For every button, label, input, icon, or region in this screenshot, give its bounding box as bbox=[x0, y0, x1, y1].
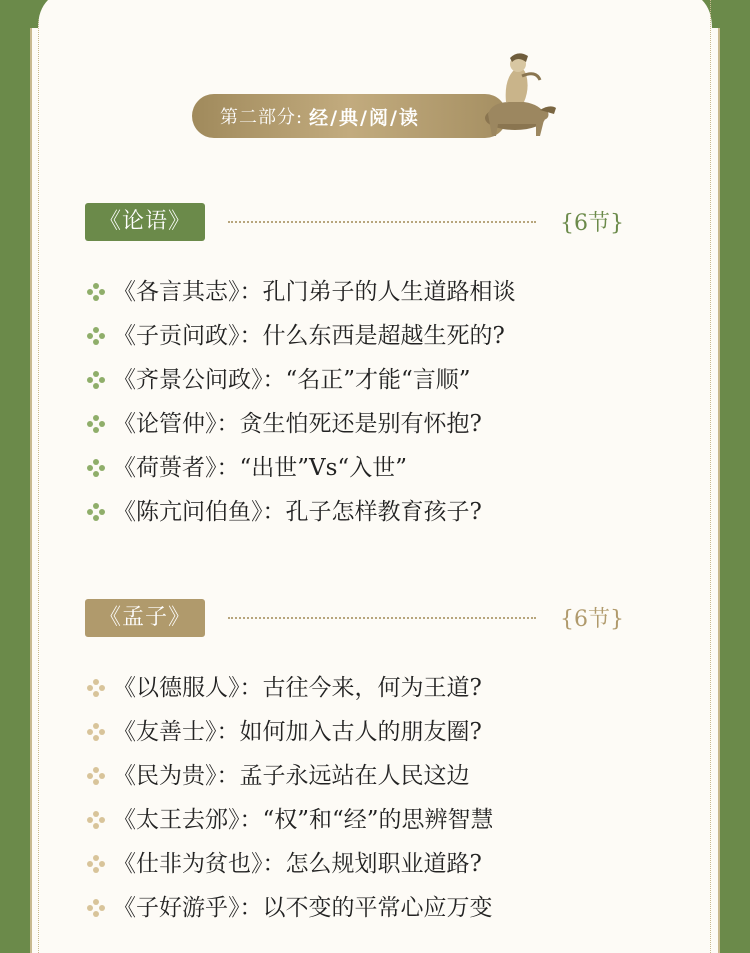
lesson-title: 《仕非为贫也》：怎么规划职业道路? bbox=[113, 851, 482, 877]
list-item[interactable] bbox=[85, 886, 494, 930]
corner-ornament-right bbox=[702, 0, 720, 28]
four-petal-flower-icon bbox=[85, 369, 107, 391]
list-item[interactable] bbox=[85, 842, 494, 886]
list-item[interactable] bbox=[85, 314, 516, 358]
list-item[interactable] bbox=[85, 798, 494, 842]
lesson-title: 《子贡问政》：什么东西是超越生死的? bbox=[113, 323, 505, 349]
dotted-divider bbox=[228, 221, 536, 223]
lesson-title: 《荷蒉者》：“出世”Vs“入世” bbox=[113, 455, 407, 481]
four-petal-flower-icon bbox=[85, 809, 107, 831]
list-item[interactable] bbox=[85, 666, 494, 710]
lesson-list-lunyu bbox=[85, 270, 516, 534]
part-label: 第二部分: bbox=[220, 107, 304, 128]
lesson-title: 《陈亢问伯鱼》：孔子怎样教育孩子? bbox=[113, 499, 482, 525]
list-item[interactable] bbox=[85, 710, 494, 754]
list-item[interactable] bbox=[85, 490, 516, 534]
dotted-divider bbox=[228, 617, 536, 619]
lesson-title: 《以德服人》：古往今来，何为王道? bbox=[113, 675, 482, 701]
lesson-title: 《论管仲》：贪生怕死还是别有怀抱? bbox=[113, 411, 482, 437]
lesson-title: 《各言其志》：孔门弟子的人生道路相谈 bbox=[113, 279, 516, 305]
part-title: 经/典/阅/读 bbox=[309, 106, 420, 129]
four-petal-flower-icon bbox=[85, 501, 107, 523]
four-petal-flower-icon bbox=[85, 897, 107, 919]
lesson-title: 《齐景公问政》：“名正”才能“言顺” bbox=[113, 367, 471, 393]
four-petal-flower-icon bbox=[85, 765, 107, 787]
four-petal-flower-icon bbox=[85, 853, 107, 875]
laozi-on-ox-icon bbox=[470, 40, 560, 140]
section-header-pill bbox=[192, 94, 507, 138]
four-petal-flower-icon bbox=[85, 325, 107, 347]
corner-ornament-left bbox=[30, 0, 48, 28]
four-petal-flower-icon bbox=[85, 281, 107, 303]
list-item[interactable] bbox=[85, 446, 516, 490]
section-count: {6节} bbox=[560, 607, 624, 632]
four-petal-flower-icon bbox=[85, 721, 107, 743]
section-tag-mengzi: 《孟子》 bbox=[85, 599, 205, 637]
section-tag-lunyu: 《论语》 bbox=[85, 203, 205, 241]
list-item[interactable] bbox=[85, 358, 516, 402]
four-petal-flower-icon bbox=[85, 457, 107, 479]
four-petal-flower-icon bbox=[85, 413, 107, 435]
lesson-title: 《子好游乎》：以不变的平常心应万变 bbox=[113, 895, 493, 921]
lesson-title: 《友善士》：如何加入古人的朋友圈? bbox=[113, 719, 482, 745]
lesson-title: 《太王去邠》：“权”和“经”的思辨智慧 bbox=[113, 807, 494, 833]
lesson-list-mengzi bbox=[85, 666, 494, 930]
lesson-title: 《民为贵》：孟子永远站在人民这边 bbox=[113, 763, 470, 789]
four-petal-flower-icon bbox=[85, 677, 107, 699]
list-item[interactable] bbox=[85, 754, 494, 798]
list-item[interactable] bbox=[85, 402, 516, 446]
section-count: {6节} bbox=[560, 211, 624, 236]
list-item[interactable] bbox=[85, 270, 516, 314]
